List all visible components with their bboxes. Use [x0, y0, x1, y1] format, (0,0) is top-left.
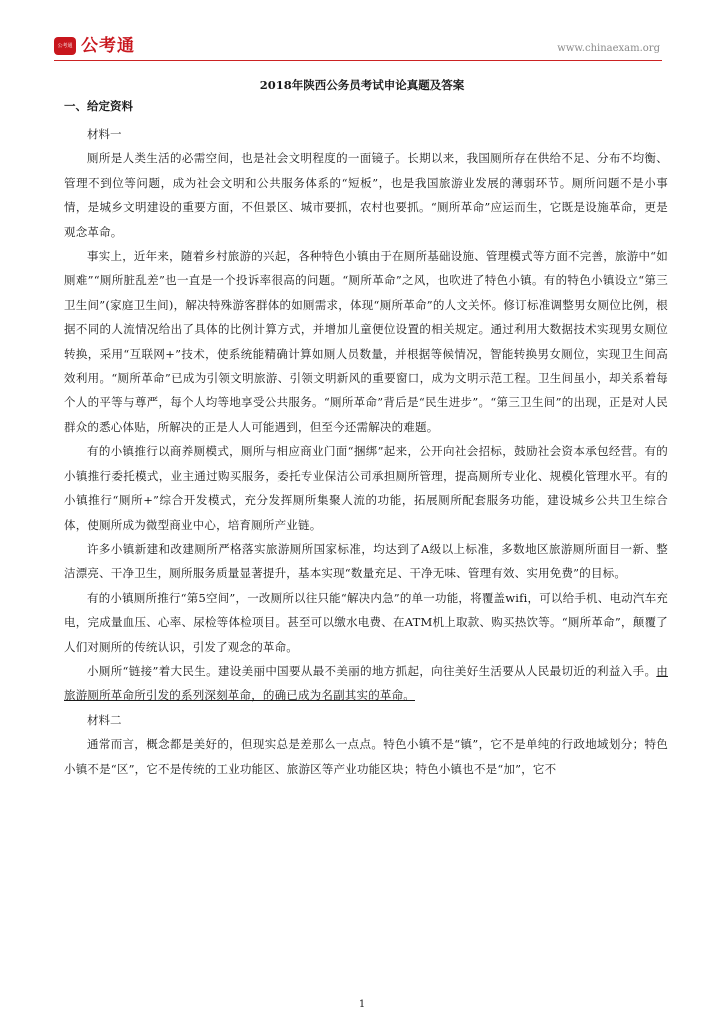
page-header: [54, 32, 662, 62]
logo-badge: 公考通: [54, 37, 76, 55]
paragraph: 事实上，近年来，随着乡村旅游的兴起，各种特色小镇由于在厕所基础设施、管理模式等方面不完善，旅游中“如厕难”“厕所脏乱差”也一直是一个投诉率很高的问题。“厕所革命”之风，也吹进了特色小镇。有的特色小镇设立“第三卫生间”(家庭卫生间)，解决特殊游客群体的如厕需求，体现“厕所革命”的人文关怀。修订标准调整男女厕位比例，根据不同的人流情况给出了具体的比例计算方式，并增加儿童便位设置的相关规定。通过利用大数据技术实现男女厕位转换，采用“互联网+”技术，使系统能精确计算如厕人员数量，并根据等候情况，智能转换男女厕位，实现卫生间高效利用。“厕所革命”已成为引领文明旅游、引领文明新风的重要窗口，成为文明示范工程。卫生间虽小，却关系着每个人的平等与尊严，每个人均等地享受公共服务。“厕所革命”背后是“民生进步”。“第三卫生间”的出现，正是对人民群众的悉心体贴，所解决的正是人人可能遇到，但至今还需解决的难题。: [64, 249, 668, 434]
header-divider: [54, 60, 662, 61]
document-body: [64, 122, 668, 781]
logo-name: 公考通: [81, 36, 135, 56]
paragraph: 通常而言，概念都是美好的，但现实总是差那么一点点。特色小镇不是“镇”，它不是单纯的行政地域划分；特色小镇不是“区”，它不是传统的工业功能区、旅游区等产业功能区块；特色小镇也不是“加”，它不: [64, 737, 668, 776]
underlined-sentence: 由旅游厕所革命所引发的系列深刻革命，的确已成为名副其实的革命。: [64, 663, 668, 703]
paragraph: [64, 659, 668, 708]
section-heading: 一、给定资料: [64, 99, 133, 113]
paragraph: 许多小镇新建和改建厕所严格落实旅游厕所国家标准，均达到了A级以上标准，多数地区旅游厕所面目一新、整洁漂亮、干净卫生，厕所服务质量显著提升，基本实现“数量充足、干净无味、管理有效、实用免费”的目标。: [64, 541, 668, 581]
paragraph-text: 小厕所“链接”着大民生。建设美丽中国要从最不美丽的地方抓起，向往美好生活要从人民最切近的利益入手。: [87, 663, 657, 678]
paragraph: 有的小镇推行以商养厕模式，厕所与相应商业门面“捆绑”起来，公开向社会招标，鼓励社会资本承包经营。有的小镇推行委托模式，业主通过购买服务，委托专业保洁公司承担厕所管理，提高厕所专业化、规模化管理水平。有的小镇推行“厕所+”综合开发模式，充分发挥厕所集聚人流的功能，拓展厕所配套服务功能，建设城乡公共卫生综合体，使厕所成为微型商业中心，培育厕所产业链。: [64, 444, 668, 532]
site-url[interactable]: www.chinaexam.org: [557, 43, 660, 54]
material-label: 材料二: [87, 712, 122, 727]
page-number: 1: [358, 999, 366, 1010]
paragraph: 有的小镇厕所推行“第5空间”，一改厕所以往只能“解决内急”的单一功能，将覆盖wifi，可以给手机、电动汽车充电，完成量血压、心率、尿检等体检项目。甚至可以缴水电费、在ATM机上取款、购买热饮等。“厕所革命”，颠覆了人们对厕所的传统认识，引发了观念的革命。: [64, 590, 668, 654]
material-label: 材料一: [87, 127, 122, 141]
paragraph: 厕所是人类生活的必需空间，也是社会文明程度的一面镜子。长期以来，我国厕所存在供给不足、分布不均衡、管理不到位等问题，成为社会文明和公共服务体系的“短板”，也是我国旅游业发展的薄弱环节。厕所问题不是小事情，是城乡文明建设的重要方面，不但景区、城市要抓，农村也要抓。“厕所革命”应运而生，它既是设施革命，更是观念革命。: [64, 151, 668, 239]
document-title: 2018年陕西公务员考试申论真题及答案: [259, 78, 465, 92]
